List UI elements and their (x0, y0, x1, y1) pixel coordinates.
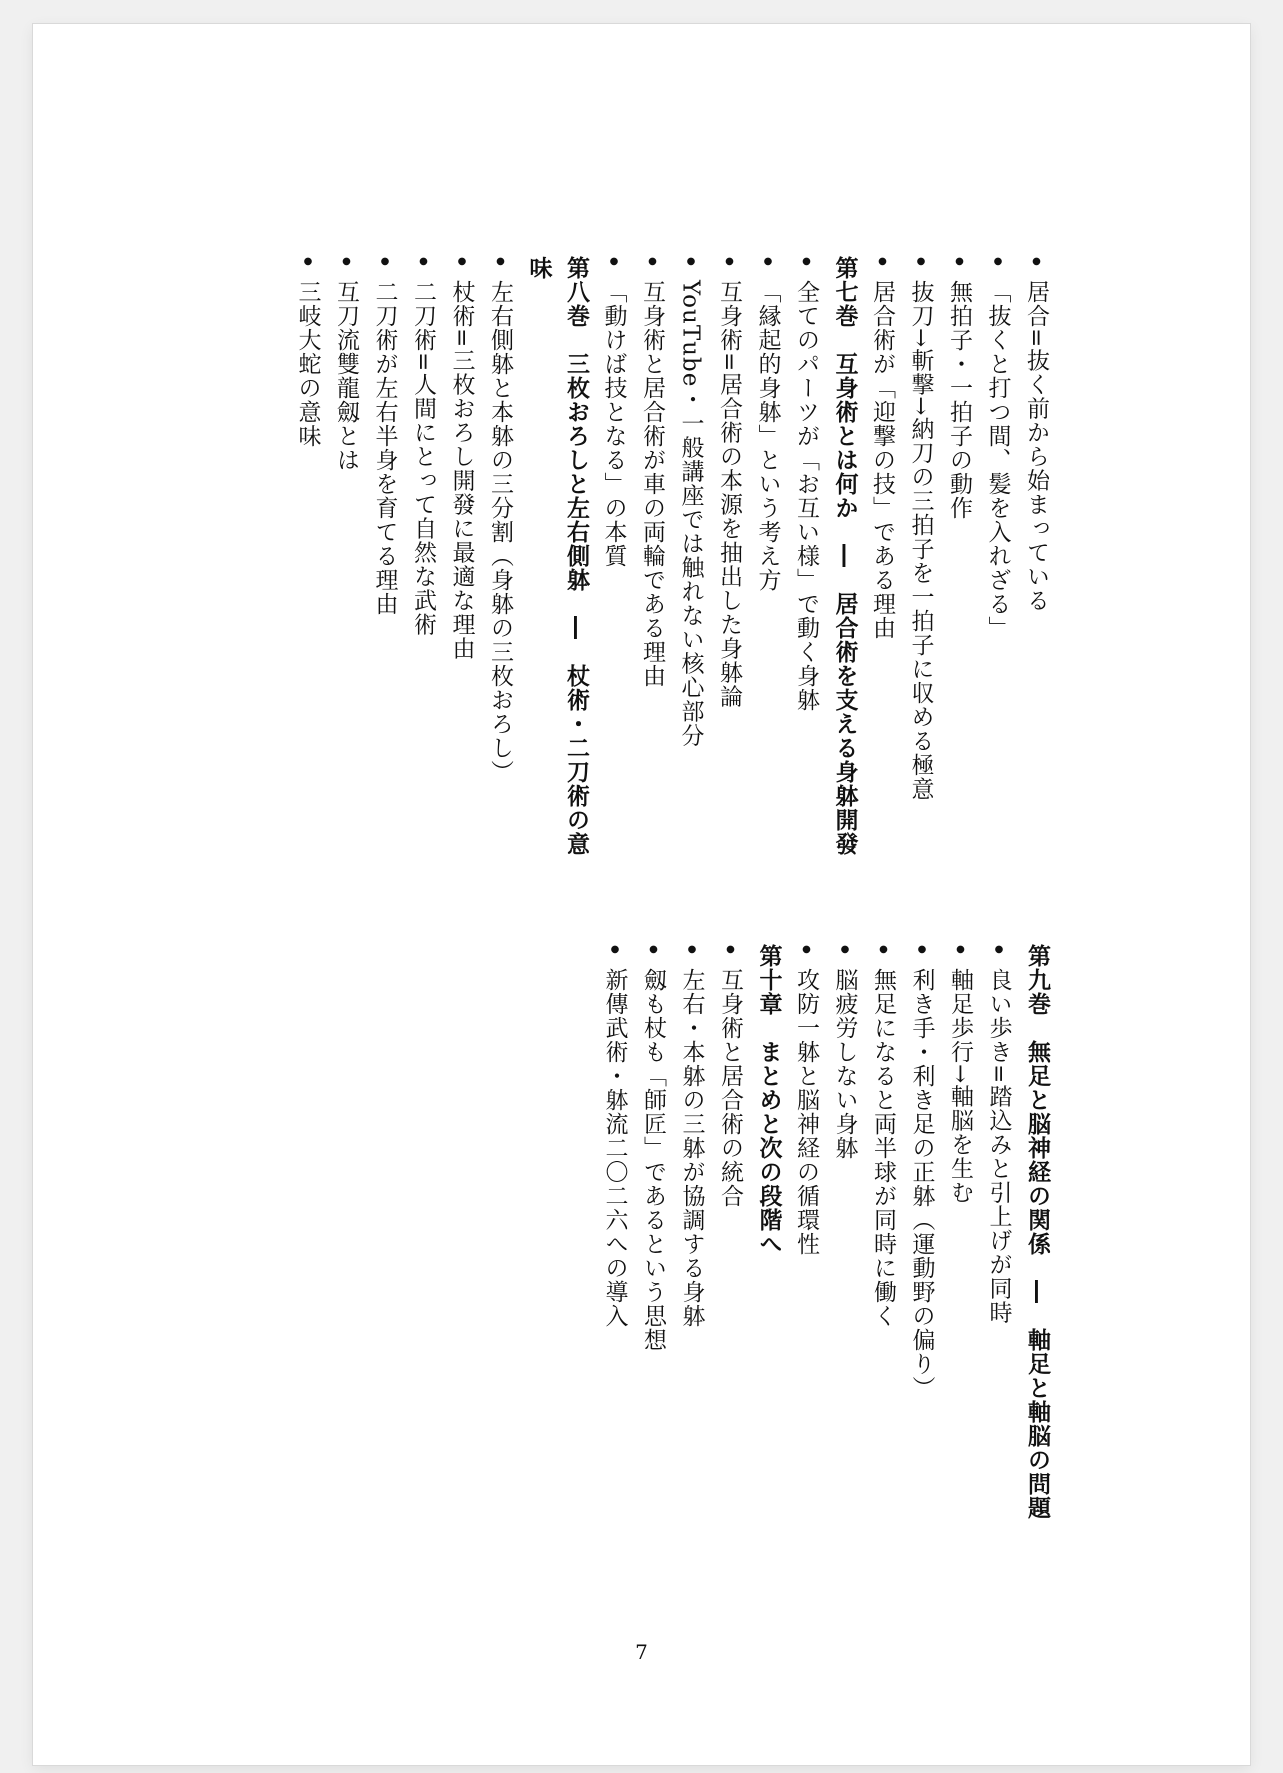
list-item: ● 利き手・利き足の正躰（運動野の偏り） (902, 944, 941, 1574)
chapter-heading: 第九巻 無足と脳神経の関係 ― 軸足と軸脳の問題 (1024, 944, 1050, 1520)
list-item: ● 左右・本躰の三躰が協調する身躰 (672, 944, 711, 1574)
list-item: ● 軸足歩行→軸脳を生む (941, 944, 980, 1574)
list-item: ● 脳疲労しない身躰 (825, 944, 864, 1574)
list-item: ● 無足になると両半球が同時に働く (864, 944, 903, 1574)
list-item: ● 互刀流雙龍劔とは (327, 256, 366, 896)
lower-text-block (595, 944, 1055, 1574)
chapter-heading: 第八巻 三枚おろしと左右側躰 ― 杖術・二刀術の意 (563, 256, 589, 856)
list-item: ● 劔も杖も「師匠」であるという思想 (634, 944, 673, 1574)
list-item: ● 「抜くと打つ間、髪を入れざる」 (978, 256, 1017, 896)
upper-text-block (288, 256, 1055, 896)
list-item: ● 杖術=三枚おろし開發に最適な理由 (442, 256, 481, 896)
chapter-heading: 第十章 まとめと次の段階へ (755, 944, 782, 1256)
list-item: ● 「動けば技となる」の本質 (594, 256, 633, 896)
list-item: ● 居合術が「迎撃の技」である理由 (863, 256, 902, 896)
list-item: ● 無拍子・一拍子の動作 (940, 256, 979, 896)
list-item: ● 居合=抜く前から始まっている (1017, 256, 1056, 896)
list-item: ● 新傳武術・躰流二〇二六への導入 (595, 944, 634, 1574)
page-number: 7 (635, 1640, 648, 1664)
document-page (33, 24, 1250, 1765)
list-item: ● 互身術=居合術の本源を抽出した身躰論 (710, 256, 749, 896)
list-item: ● 全てのパーツが「お互い様」で動く身躰 (787, 256, 826, 896)
list-item: ● 「縁起的身躰」という考え方 (748, 256, 787, 896)
list-item: ● YouTube・一般講座では触れない核心部分 (671, 256, 710, 896)
list-item: ● 左右側躰と本躰の三分割（身躰の三枚おろし） (481, 256, 520, 896)
list-item: ● 攻防一躰と脳神経の循環性 (787, 944, 826, 1574)
list-item: ● 良い歩き=踏込みと引上げが同時 (979, 944, 1018, 1574)
list-item: ● 互身術と居合術の統合 (711, 944, 750, 1574)
list-item: ● 抜刀→斬撃→納刀の三拍子を一拍子に収める極意 (901, 256, 940, 896)
list-item: ● 三岐大蛇の意味 (288, 256, 327, 896)
chapter-heading: 第七巻 互身術とは何か ― 居合術を支える身躰開發 (831, 256, 858, 856)
chapter-heading-continuation: 味 (525, 256, 552, 280)
list-item: ● 互身術と居合術が車の両輪である理由 (633, 256, 672, 896)
list-item: ● 二刀術=人間にとって自然な武術 (404, 256, 443, 896)
list-item: ● 二刀術が左右半身を育てる理由 (365, 256, 404, 896)
